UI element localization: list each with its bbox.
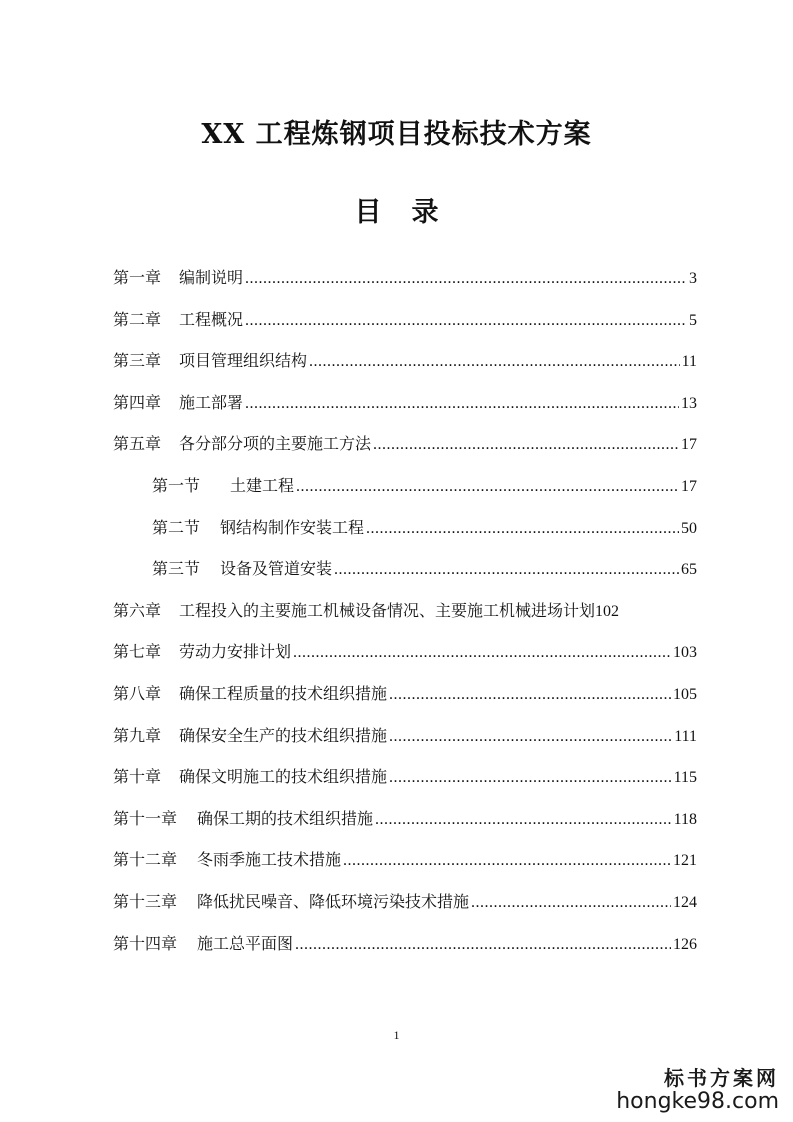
toc-entry-title: 确保工程质量的技术组织措施 — [179, 683, 388, 703]
toc-entry-title: 确保安全生产的技术组织措施 — [179, 725, 388, 745]
toc-entry-number: 第七章 — [113, 642, 162, 662]
toc-entry-title: 钢结构制作安装工程 — [220, 517, 365, 537]
toc-entry[interactable] — [113, 598, 697, 640]
toc-entry-number: 第八章 — [113, 683, 162, 703]
toc-entry-title: 各分部分项的主要施工方法 — [179, 434, 372, 454]
toc-entry-page: 3 — [689, 270, 697, 287]
toc-entry-page: 115 — [673, 769, 697, 787]
toc-entry-title: 劳动力安排计划 — [179, 642, 292, 662]
toc-entry[interactable] — [113, 431, 697, 473]
toc-entry-number: 第十四章 — [113, 933, 178, 953]
toc-entry[interactable] — [113, 931, 697, 973]
toc-entry-page: 103 — [673, 644, 697, 662]
toc-entry-number: 第二章 — [113, 309, 162, 329]
toc-entry-title: 施工部署 — [179, 392, 244, 412]
toc-leader-dots — [245, 395, 679, 413]
watermark-url: hongke98.com — [616, 1089, 779, 1114]
toc-entry-title: 施工总平面图 — [197, 933, 294, 953]
toc-entry-title: 编制说明 — [179, 268, 244, 287]
toc-entry-number: 第一节 — [152, 475, 201, 495]
toc-leader-dots — [295, 936, 671, 954]
table-of-contents — [113, 265, 697, 972]
toc-leader-dots — [389, 728, 672, 746]
toc-leader-dots — [309, 353, 680, 371]
toc-entry-page: 126 — [673, 935, 697, 953]
toc-entry-title: 确保文明施工的技术组织措施 — [179, 767, 388, 787]
toc-entry-title: 项目管理组织结构 — [179, 351, 308, 371]
toc-entry-page: 50 — [681, 519, 697, 537]
toc-heading-right: 录 — [411, 197, 439, 228]
toc-entry-number: 第十一章 — [113, 808, 178, 828]
toc-entry-title: 冬雨季施工技术措施 — [197, 850, 342, 870]
toc-entry-page: 17 — [681, 436, 697, 454]
toc-entry-page: 65 — [681, 561, 697, 579]
toc-entry-number: 第二节 — [152, 517, 201, 537]
toc-entry[interactable] — [113, 723, 697, 765]
toc-entry-number: 第九章 — [113, 725, 162, 745]
toc-leader-dots — [245, 312, 687, 330]
toc-entry-number: 第六章 — [113, 600, 162, 620]
toc-entry-number: 第十二章 — [113, 850, 178, 870]
toc-entry-title: 土建工程 — [230, 475, 295, 495]
toc-entry-title: 确保工期的技术组织措施 — [197, 808, 374, 828]
toc-subentry[interactable] — [113, 556, 697, 598]
toc-entry[interactable] — [113, 847, 697, 889]
toc-subentry[interactable] — [113, 515, 697, 557]
toc-entry-title: 工程概况 — [179, 309, 244, 329]
toc-leader-dots — [293, 644, 671, 662]
toc-entry-number: 第十章 — [113, 767, 162, 787]
document-title: XX 工程炼钢项目投标技术方案 — [201, 119, 592, 150]
toc-entry-number: 第三章 — [113, 351, 162, 371]
toc-entry[interactable] — [113, 390, 697, 432]
toc-leader-dots — [373, 436, 679, 454]
toc-entry-page: 102 — [595, 602, 620, 620]
toc-entry-page: 13 — [681, 394, 697, 412]
toc-leader-dots — [375, 811, 672, 829]
toc-entry-page: 121 — [673, 852, 697, 870]
toc-entry[interactable] — [113, 348, 697, 390]
toc-entry-title: 工程投入的主要施工机械设备情况、主要施工机械进场计划 — [179, 600, 596, 620]
toc-leader-dots — [296, 478, 679, 496]
toc-entry-title: 设备及管道安装 — [220, 559, 333, 579]
toc-entry-page: 105 — [673, 685, 697, 703]
toc-entry[interactable] — [113, 639, 697, 681]
watermark-text: 标书方案网 — [664, 1066, 779, 1090]
toc-entry-page: 17 — [681, 477, 697, 495]
toc-entry[interactable] — [113, 681, 697, 723]
toc-subentry[interactable] — [113, 473, 697, 515]
toc-leader-dots — [366, 520, 679, 538]
toc-entry-page: 111 — [674, 727, 697, 745]
toc-entry[interactable] — [113, 806, 697, 848]
toc-leader-dots — [343, 852, 671, 870]
toc-entry[interactable] — [113, 764, 697, 806]
toc-entry-page: 118 — [673, 810, 697, 828]
toc-entry-page: 11 — [681, 353, 697, 371]
toc-leader-dots — [389, 769, 672, 787]
toc-entry-number: 第三节 — [152, 559, 201, 579]
toc-heading-left: 目 — [354, 197, 382, 228]
toc-entry[interactable] — [113, 307, 697, 349]
page-number: 1 — [393, 1028, 400, 1042]
toc-entry[interactable] — [113, 889, 697, 931]
toc-heading — [0, 190, 793, 229]
toc-entry-number: 第十三章 — [113, 891, 178, 911]
toc-entry-number: 第四章 — [113, 392, 162, 412]
watermark-logo — [616, 1062, 779, 1114]
toc-entry-number: 第一章 — [113, 268, 162, 287]
toc-entry-title: 降低扰民噪音、降低环境污染技术措施 — [197, 891, 470, 911]
toc-leader-dots — [245, 270, 687, 288]
toc-leader-dots — [389, 686, 671, 704]
toc-entry-number: 第五章 — [113, 434, 162, 454]
toc-leader-dots — [334, 561, 679, 579]
toc-entry-page: 5 — [689, 311, 697, 329]
toc-entry-page: 124 — [673, 893, 697, 911]
toc-entry[interactable] — [113, 265, 697, 307]
toc-leader-dots — [471, 894, 671, 912]
